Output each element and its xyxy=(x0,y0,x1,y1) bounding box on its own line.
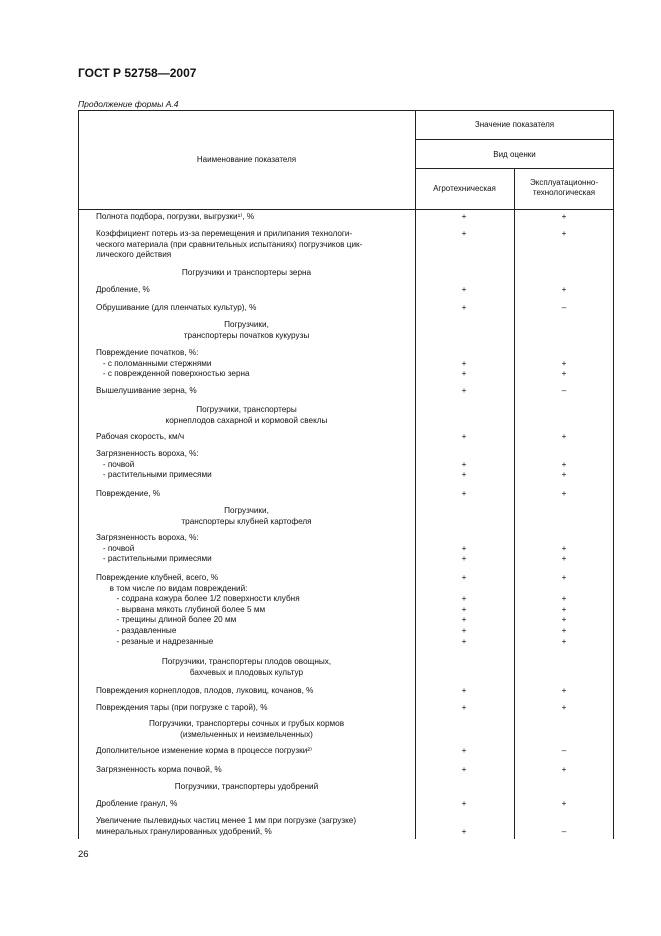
indicator-name: Увеличение пылевидных частиц менее 1 мм при погрузке (загрузке) минеральных гранулированных удобрений, % xyxy=(96,816,357,836)
indicator-name: Повреждение клубней, всего, % в том числе по видам повреждений: - содрана кожура более 1/2 поверхности клубня - вырвана мякоть глубиной более 5 мм - трещины длиной более 20 мм - раздавленные - резаные и надрезанные xyxy=(96,573,300,646)
section-title: Погрузчики, транспортеры сочных и грубых кормов (измельченных и неизмельченных) xyxy=(148,719,345,739)
section-title: Погрузчики, транспортеры плодов овощных, бахчевых и плодовых культур xyxy=(161,657,332,677)
indicator-name: Повреждение початков, %: - с поломанными стержнями - с поврежденной поверхностью зерна xyxy=(96,348,250,379)
page-number: 26 xyxy=(78,849,89,860)
indicator-name: Рабочая скорость, км/ч xyxy=(96,432,185,441)
operational-mark: + xyxy=(561,686,567,695)
header-operational: Эксплуатационно- технологическая xyxy=(530,178,598,197)
operational-mark: – xyxy=(561,386,567,395)
column-divider-values xyxy=(514,168,515,839)
indicator-name: Полнота подбора, погрузки, выгрузки¹⁾, % xyxy=(96,212,255,221)
indicator-name: Обрушивание (для пленчатых культур), % xyxy=(96,303,257,312)
operational-mark: + xyxy=(561,703,567,712)
agrotechnical-mark: + xyxy=(461,489,467,498)
operational-mark: + xyxy=(561,212,567,221)
agrotechnical-mark: + + xyxy=(461,459,467,480)
section-title: Погрузчики, транспортеры початков кукурузы xyxy=(183,320,310,340)
agrotechnical-mark: + + xyxy=(461,543,467,564)
agrotechnical-mark: + xyxy=(461,285,467,294)
form-continuation-caption: Продолжение формы А.4 xyxy=(78,99,179,109)
agrotechnical-mark: + xyxy=(461,686,467,695)
operational-mark: + + xyxy=(561,459,567,480)
agrotechnical-mark: + xyxy=(461,229,467,238)
indicator-name: Загрязненность вороха, %: - почвой - растительными примесями xyxy=(96,533,212,564)
operational-mark: + xyxy=(561,432,567,441)
agrotechnical-mark: + xyxy=(461,432,467,441)
operational-mark: – xyxy=(561,303,567,312)
operational-mark: + xyxy=(561,489,567,498)
section-title: Погрузчики и транспортеры зерна xyxy=(181,268,312,277)
operational-mark: + xyxy=(561,765,567,774)
indicator-name: Загрязненность вороха, %: - почвой - растительными примесями xyxy=(96,449,212,480)
indicator-name: Коэффициент потерь из-за перемещения и прилипания технологи- ческого материала (при сравнительных испытаниях) погрузчиков цик- лического действия xyxy=(96,229,363,260)
operational-mark: – xyxy=(561,746,567,755)
indicator-name: Дробление, % xyxy=(96,285,150,294)
agrotechnical-mark: + xyxy=(461,799,467,808)
header-rule-eval xyxy=(415,168,614,169)
operational-mark: + xyxy=(561,285,567,294)
operational-mark: – xyxy=(561,826,567,836)
header-indicator-name: Наименование показателя xyxy=(196,155,297,164)
agrotechnical-mark: + + xyxy=(461,358,467,379)
table-border-right xyxy=(613,110,614,839)
table-border-top xyxy=(78,110,614,111)
header-evaluation-type: Вид оценки xyxy=(493,150,536,159)
operational-mark: + xyxy=(561,799,567,808)
section-title: Погрузчики, транспортеры корнеплодов сахарной и кормовой свеклы xyxy=(165,405,328,425)
operational-mark: + xyxy=(561,229,567,238)
header-indicator-value: Значение показателя xyxy=(474,120,555,129)
indicator-name: Повреждения тары (при погрузке с тарой), % xyxy=(96,703,268,712)
agrotechnical-mark: + xyxy=(461,826,467,836)
agrotechnical-mark: + xyxy=(461,746,467,755)
document-title: ГОСТ Р 52758—2007 xyxy=(78,66,197,80)
indicator-name: Вышелушивание зерна, % xyxy=(96,386,197,395)
indicator-name: Дополнительное изменение корма в процессе погрузки²⁾ xyxy=(96,746,313,755)
agrotechnical-mark: + xyxy=(461,703,467,712)
operational-mark: + + + + + + xyxy=(561,573,567,646)
section-title: Погрузчики, транспортеры клубней картофеля xyxy=(181,506,312,526)
indicator-name: Загрязненность корма почвой, % xyxy=(96,765,222,774)
header-agrotechnical: Агротехническая xyxy=(433,184,496,193)
agrotechnical-mark: + xyxy=(461,303,467,312)
agrotechnical-mark: + xyxy=(461,212,467,221)
operational-mark: + + xyxy=(561,358,567,379)
header-rule-value xyxy=(415,139,614,140)
table-header-bottom xyxy=(78,209,614,210)
indicator-name: Повреждение, % xyxy=(96,489,161,498)
agrotechnical-mark: + xyxy=(461,386,467,395)
indicator-name: Дробление гранул, % xyxy=(96,799,178,808)
agrotechnical-mark: + + + + + + xyxy=(461,573,467,646)
agrotechnical-mark: + xyxy=(461,765,467,774)
operational-mark: + + xyxy=(561,543,567,564)
indicator-name: Повреждения корнеплодов, плодов, луковиц, кочанов, % xyxy=(96,686,314,695)
section-title: Погрузчики, транспортеры удобрений xyxy=(174,782,319,791)
